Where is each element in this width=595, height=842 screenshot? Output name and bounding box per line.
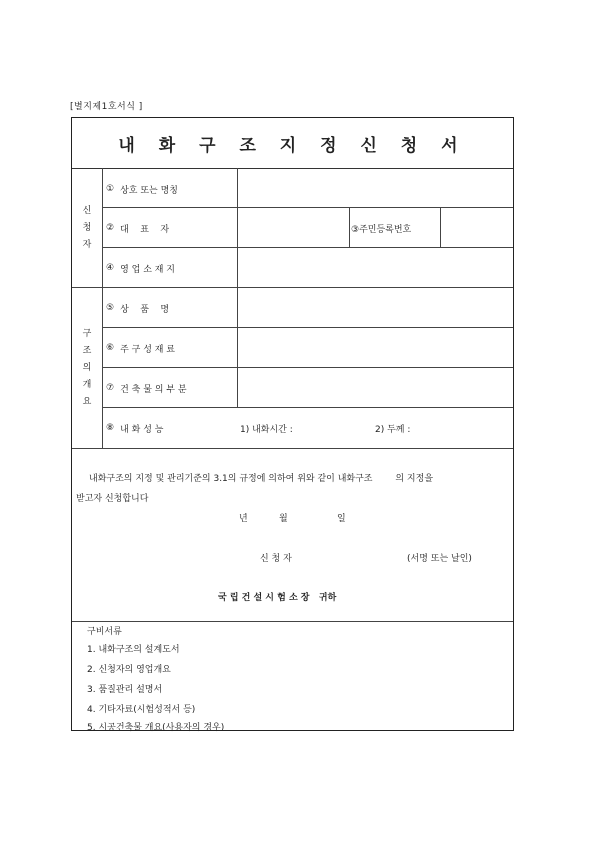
- field-thickness[interactable]: [424, 413, 509, 443]
- title-row: [72, 118, 513, 169]
- required-documents-heading: 구비서류: [87, 627, 122, 637]
- required-document-item: 1. 내화구조의 설계도서: [87, 645, 180, 655]
- field-main-material[interactable]: [238, 329, 513, 367]
- divider: [102, 407, 513, 408]
- label-product-name: ⑤ 상 품 명: [106, 303, 170, 315]
- divider: [440, 207, 441, 247]
- field-fire-time[interactable]: [308, 413, 368, 443]
- applicant-sign-label: 신 청 자: [260, 554, 292, 564]
- field-resident-id[interactable]: [441, 209, 513, 247]
- label-main-material: ⑥ 주 구 성 재 료: [106, 343, 175, 355]
- divider: [102, 168, 103, 448]
- label-representative: ② 대 표 자: [106, 223, 170, 235]
- divider: [102, 367, 513, 368]
- field-building-part[interactable]: [238, 369, 513, 407]
- field-representative[interactable]: [238, 209, 348, 247]
- required-document-item: 2. 신청자의 영업개요: [87, 665, 171, 675]
- divider: [237, 168, 238, 408]
- required-document-item: 4. 기타자료(시험성적서 등): [87, 705, 196, 715]
- required-document-item: 5. 시공건축물 개요(사용자의 경우): [87, 723, 225, 733]
- label-fire-performance: ⑧ 내 화 성 능: [106, 423, 164, 435]
- structure-section-label: 구 조 의 개 요: [82, 328, 92, 407]
- declaration-text-line2: 받고자 신청합니다: [76, 494, 149, 504]
- label-fire-time: 1) 내화시간 :: [240, 424, 293, 435]
- date-day-label: 일: [337, 514, 346, 524]
- divider: [72, 287, 513, 288]
- field-business-address[interactable]: [238, 249, 513, 287]
- label-thickness: 2) 두께 :: [375, 424, 411, 435]
- date-year-label: 년: [239, 514, 248, 524]
- sign-or-seal-label: (서명 또는 날인): [407, 554, 472, 564]
- declaration-text-line1: 내화구조의 지정 및 관리기준의 3.1의 규정에 의하여 위와 같이 내화구조 의 지정을: [89, 474, 434, 484]
- field-company-name[interactable]: [238, 169, 513, 207]
- divider: [349, 207, 350, 247]
- divider: [102, 247, 513, 248]
- label-resident-id: ③주민등록번호: [351, 224, 412, 235]
- label-company-name: ① 상호 또는 명칭: [106, 184, 178, 196]
- field-product-name[interactable]: [238, 289, 513, 327]
- declaration-block: [72, 448, 513, 622]
- application-form: [71, 117, 514, 731]
- date-month-label: 월: [279, 514, 288, 524]
- required-document-item: 3. 품질관리 설명서: [87, 685, 163, 695]
- label-business-address: ④ 영 업 소 재 지: [106, 263, 175, 275]
- divider: [102, 207, 513, 208]
- label-building-part: ⑦ 건 축 물 의 부 분: [106, 383, 187, 395]
- applicant-section-label: 신 청 자: [82, 205, 92, 250]
- form-number-caption: [별지제1호서식 ]: [70, 102, 143, 112]
- form-title: 내 화 구 조 지 정 신 청 서: [118, 135, 467, 156]
- divider: [102, 327, 513, 328]
- addressee: 국 립 건 설 시 험 소 장 귀하: [218, 593, 337, 603]
